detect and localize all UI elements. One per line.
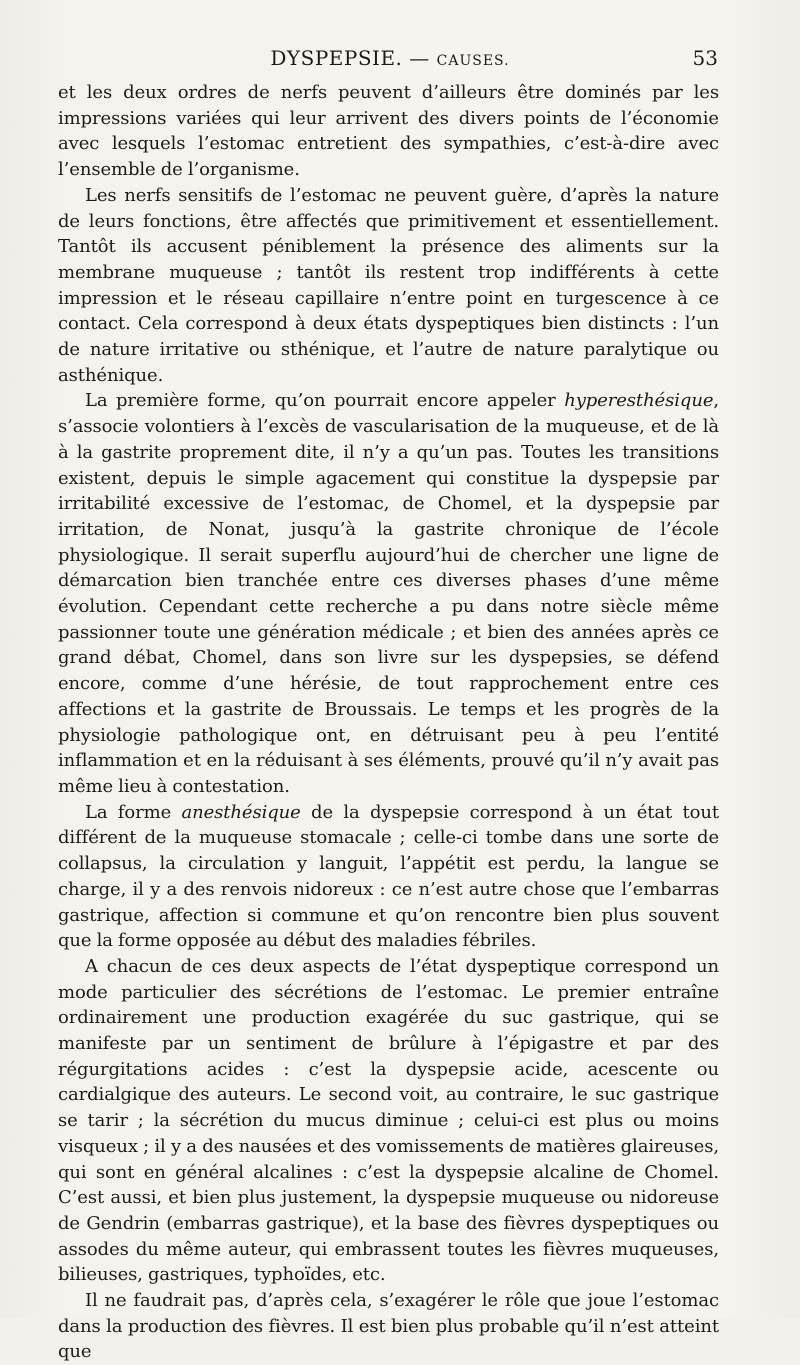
paragraph-text: et les deux ordres de nerfs peuvent d’ailleurs être dominés par les impressions variées qui leur arrivent des divers points de l’économie avec lesquels l’estomac entretient des sympathies, c’est-à-dire avec l’ensemble de l’organisme. <box>58 82 719 181</box>
paragraph-text: Il ne faudrait pas, d’après cela, s’exagérer le rôle que joue l’estomac dans la production des fièvres. Il est bien plus probable qu’il n’est atteint que <box>58 1290 719 1363</box>
italic-term: anesthésique <box>181 801 301 823</box>
italic-term: hyperesthésique <box>564 390 714 412</box>
running-title-main: DYSPEPSIE. — <box>270 46 437 70</box>
paragraph <box>58 1288 719 1365</box>
paragraph-text: La forme <box>85 801 182 823</box>
paragraph <box>58 954 719 1288</box>
page-number: 53 <box>692 46 718 70</box>
paragraph <box>58 800 719 954</box>
paragraph-text: de la dyspepsie correspond à un état tout différent de la muqueuse stomacale ; celle-ci tombe dans une sorte de collapsus, la circulation y languit, l’appétit est perdu, la langue se charge, il y a des renvois nidoreux : ce n’est autre chose que l’embarras gastrique, affection si commune et qu’on rencontre bien plus souvent que la forme opposée au début des maladies fébriles. <box>58 801 719 952</box>
running-title-section: CAUSES. <box>436 53 510 69</box>
running-header <box>62 46 718 74</box>
paragraph <box>58 80 719 183</box>
paragraph <box>58 183 719 389</box>
paragraph-text: , s’associe volontiers à l’excès de vascularisation de la muqueuse, et de là à la gastrite proprement dite, il n’y a qu’un pas. Toutes les transitions existent, depuis le simple agacement qui constitue la dyspepsie par irritabilité excessive de l’estomac, de Chomel, et la dyspepsie par irritation, de Nonat, jusqu’à la gastrite chronique de l’école physiologique. Il serait superflu aujourd’hui de chercher une ligne de démarcation bien tranchée entre ces diverses phases d’une même évolution. Cependant cette recherche a pu dans notre siècle même passionner toute une génération médicale ; et bien des années après ce grand débat, Chomel, dans son livre sur les dyspepsies, se défend encore, comme d’une hérésie, de tout rapprochement entre ces affections et la gastrite de Broussais. Le temps et les progrès de la physiologie pathologique ont, en détruisant peu à peu l’entité inflammation et en la réduisant à ses éléments, prouvé qu’il n’y avait pas même lieu à contestation. <box>58 390 719 797</box>
paragraph-text: Les nerfs sensitifs de l’estomac ne peuvent guère, d’après la nature de leurs fonctions, être affectés que primitivement et essentiellement. Tantôt ils accusent péniblement la présence des aliments sur la membrane muqueuse ; tantôt ils restent trop indifférents à cette impression et le réseau capillaire n’entre point en turgescence à ce contact. Cela correspond à deux états dyspeptiques bien distincts : l’un de nature irritative ou sthénique, et l’autre de nature paralytique ou asthénique. <box>58 184 719 386</box>
paragraph <box>58 388 719 799</box>
body-text <box>58 80 719 1365</box>
paragraph-text: La première forme, qu’on pourrait encore appeler <box>85 390 565 412</box>
running-title <box>62 46 718 70</box>
paragraph-text: A chacun de ces deux aspects de l’état dyspeptique correspond un mode particulier des sécrétions de l’estomac. Le premier entraîne ordinairement une production exagérée du suc gastrique, qui se manifeste par un sentiment de brûlure à l’épigastre et par des régurgitations acides : c’est la dyspepsie acide, acescente ou cardialgique des auteurs. Le second voit, au contraire, le suc gastrique se tarir ; la sécrétion du mucus diminue ; celui-ci est plus ou moins visqueux ; il y a des nausées et des vomissements de matières glaireuses, qui sont en général alcalines : c’est la dyspepsie alcaline de Chomel. C’est aussi, et bien plus justement, la dyspepsie muqueuse ou nidoreuse de Gendrin (embarras gastrique), et la base des fièvres dyspeptiques ou assodes du même auteur, qui embrassent toutes les fièvres muqueuses, bilieuses, gastriques, typhoïdes, etc. <box>58 955 719 1286</box>
